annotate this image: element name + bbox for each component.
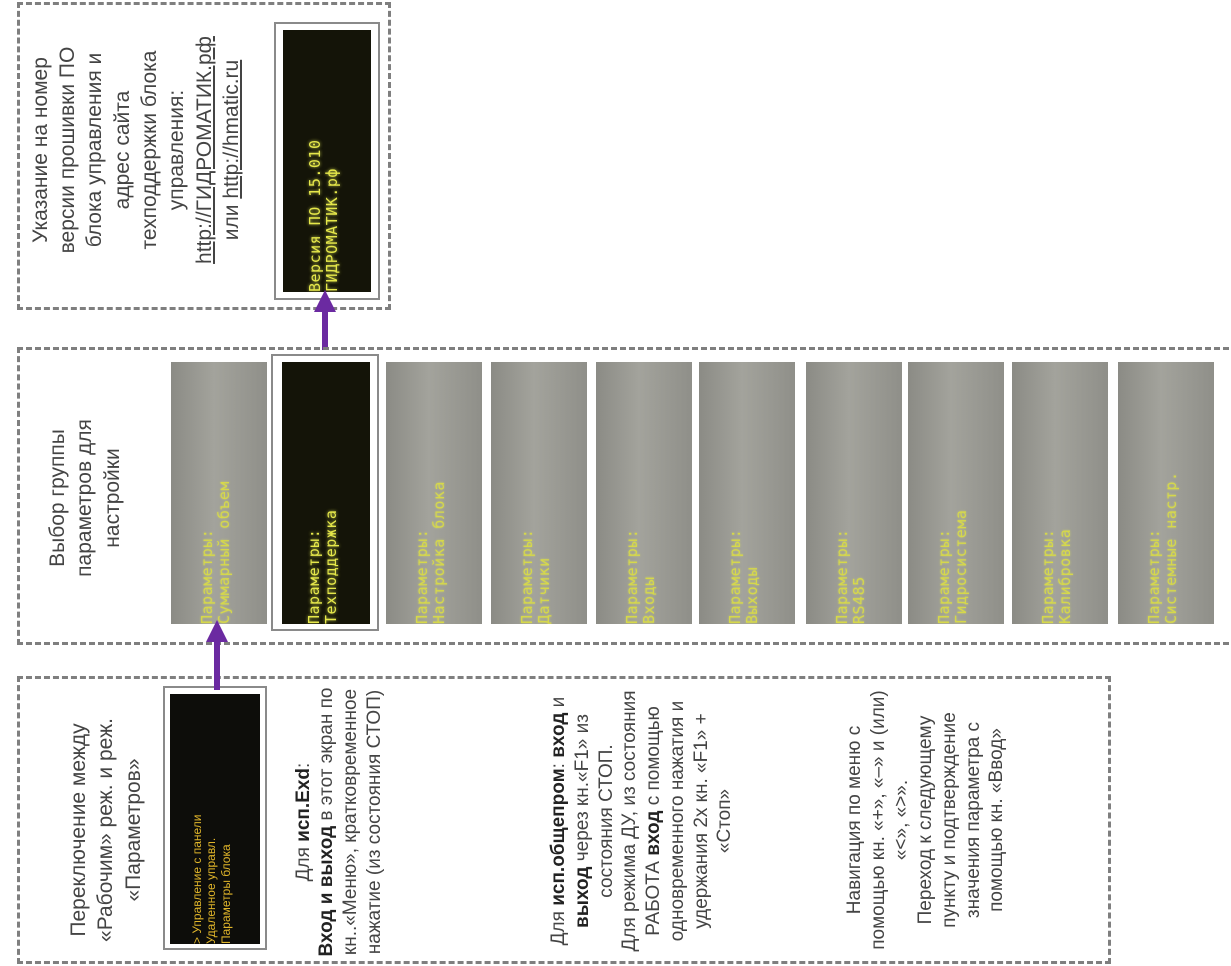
support-link-2[interactable]: http://hmatic.ru xyxy=(219,59,243,199)
caption-line: версии прошивки ПО xyxy=(56,46,80,254)
navigation-instructions xyxy=(791,685,1061,955)
lcd-line: ГИДРОМАТИК.рф xyxy=(323,168,342,292)
panel-line1: Параметры: xyxy=(726,528,744,624)
mode-lcd-text xyxy=(190,694,240,944)
exd-instructions: Для исп.Exd: Вход и выход в этот экран по кн..«Меню», кратковременное нажатие (из состояния СТОП) xyxy=(292,687,385,957)
general-instructions: Для исп.общепром: вход и выход через кн.«F1» из состояния СТОП. Для режима ДУ, из состояния РАБОТА вход с помощью одновременного нажатия и удержания 2х кн. «F1» + «Стоп» xyxy=(548,690,736,952)
panel-line2: Входы xyxy=(640,576,659,624)
arrow-to-parameters xyxy=(214,640,220,690)
support-link-line xyxy=(218,0,245,300)
parameter-panel[interactable] xyxy=(1118,362,1214,624)
firmware-caption xyxy=(16,0,256,300)
lcd-line: Версия ПО 15.010 xyxy=(306,139,324,292)
parameter-panel[interactable] xyxy=(386,362,482,624)
panel-line1: Параметры: xyxy=(198,528,216,624)
parameter-groups-caption: Выбор группы параметров для настройки xyxy=(46,419,124,577)
or-text: или xyxy=(219,198,243,241)
panel-line2: Настройка блока xyxy=(430,481,449,624)
panel-line2: Калибровка xyxy=(1056,528,1075,624)
parameter-panel[interactable] xyxy=(282,362,370,624)
caption-line: техподдержки блока xyxy=(138,50,161,250)
panel-line2: Системные настр. xyxy=(1162,471,1181,624)
parameter-panel[interactable] xyxy=(596,362,692,624)
parameter-panel-text xyxy=(1146,362,1186,624)
panel-line1: Параметры: xyxy=(935,528,953,624)
panel-line1: Параметры: xyxy=(1039,528,1057,624)
panel-line1: Параметры: xyxy=(518,528,536,624)
nav-text: Навигация по меню с помощью кн. «+», «–» и (или) «<», «>». xyxy=(843,690,913,950)
parameter-panel-text xyxy=(1040,362,1080,624)
panel-line2: Выходы xyxy=(743,566,762,624)
lcd-line: Удаленное управл. xyxy=(204,837,219,944)
arrow-head-icon xyxy=(206,620,228,642)
parameter-panel-text xyxy=(199,362,239,624)
firmware-lcd-panel xyxy=(283,30,371,292)
parameter-panel-text xyxy=(936,362,976,624)
lcd-line: > Управление с панели xyxy=(190,814,204,944)
firmware-lcd-text xyxy=(307,30,347,292)
panel-line1: Параметры: xyxy=(623,528,641,624)
panel-line2: Гидросистема xyxy=(952,509,971,624)
parameter-panel[interactable] xyxy=(171,362,267,624)
panel-line1: Параметры: xyxy=(833,528,851,624)
panel-line2: Датчики xyxy=(535,557,554,624)
parameter-panel[interactable] xyxy=(806,362,902,624)
arrow-head-icon xyxy=(314,290,336,312)
caption-line: адрес сайта xyxy=(110,90,134,210)
panel-line2: Суммарный объем xyxy=(215,481,234,624)
parameter-panel-text xyxy=(519,362,559,624)
lcd-line: Параметры блока xyxy=(218,844,233,944)
caption-line: Указание на номер xyxy=(28,57,52,243)
enter-text: Переход к следующему пункту и подтверждение значения параметра с помощью кн. «Ввод» xyxy=(915,712,1008,928)
panel-line2: Техподдержка xyxy=(322,509,341,624)
panel-line1: Параметры: xyxy=(1145,528,1163,624)
parameter-panel-text xyxy=(624,362,664,624)
parameter-panel-text xyxy=(306,362,346,624)
caption-line: управления: xyxy=(165,89,189,211)
parameter-panel-text xyxy=(727,362,767,624)
parameter-panel-text xyxy=(414,362,454,624)
parameter-panel[interactable] xyxy=(908,362,1004,624)
support-link-1[interactable]: http://ГИДРОМАТИК.рф xyxy=(192,36,216,264)
parameter-panel[interactable] xyxy=(1012,362,1108,624)
panel-line1: Параметры: xyxy=(413,528,431,624)
panel-line2: RS485 xyxy=(850,576,869,624)
mode-lcd-panel xyxy=(170,694,260,944)
parameter-panel[interactable] xyxy=(699,362,795,624)
parameter-panel-text xyxy=(834,362,874,624)
arrow-to-firmware xyxy=(322,310,328,350)
caption-line: блока управления и xyxy=(83,52,107,248)
panel-line1: Параметры: xyxy=(305,528,323,624)
mode-switch-caption: Переключение между «Рабочим» реж. и реж. «Параметров» xyxy=(67,718,145,942)
parameter-panel[interactable] xyxy=(491,362,587,624)
